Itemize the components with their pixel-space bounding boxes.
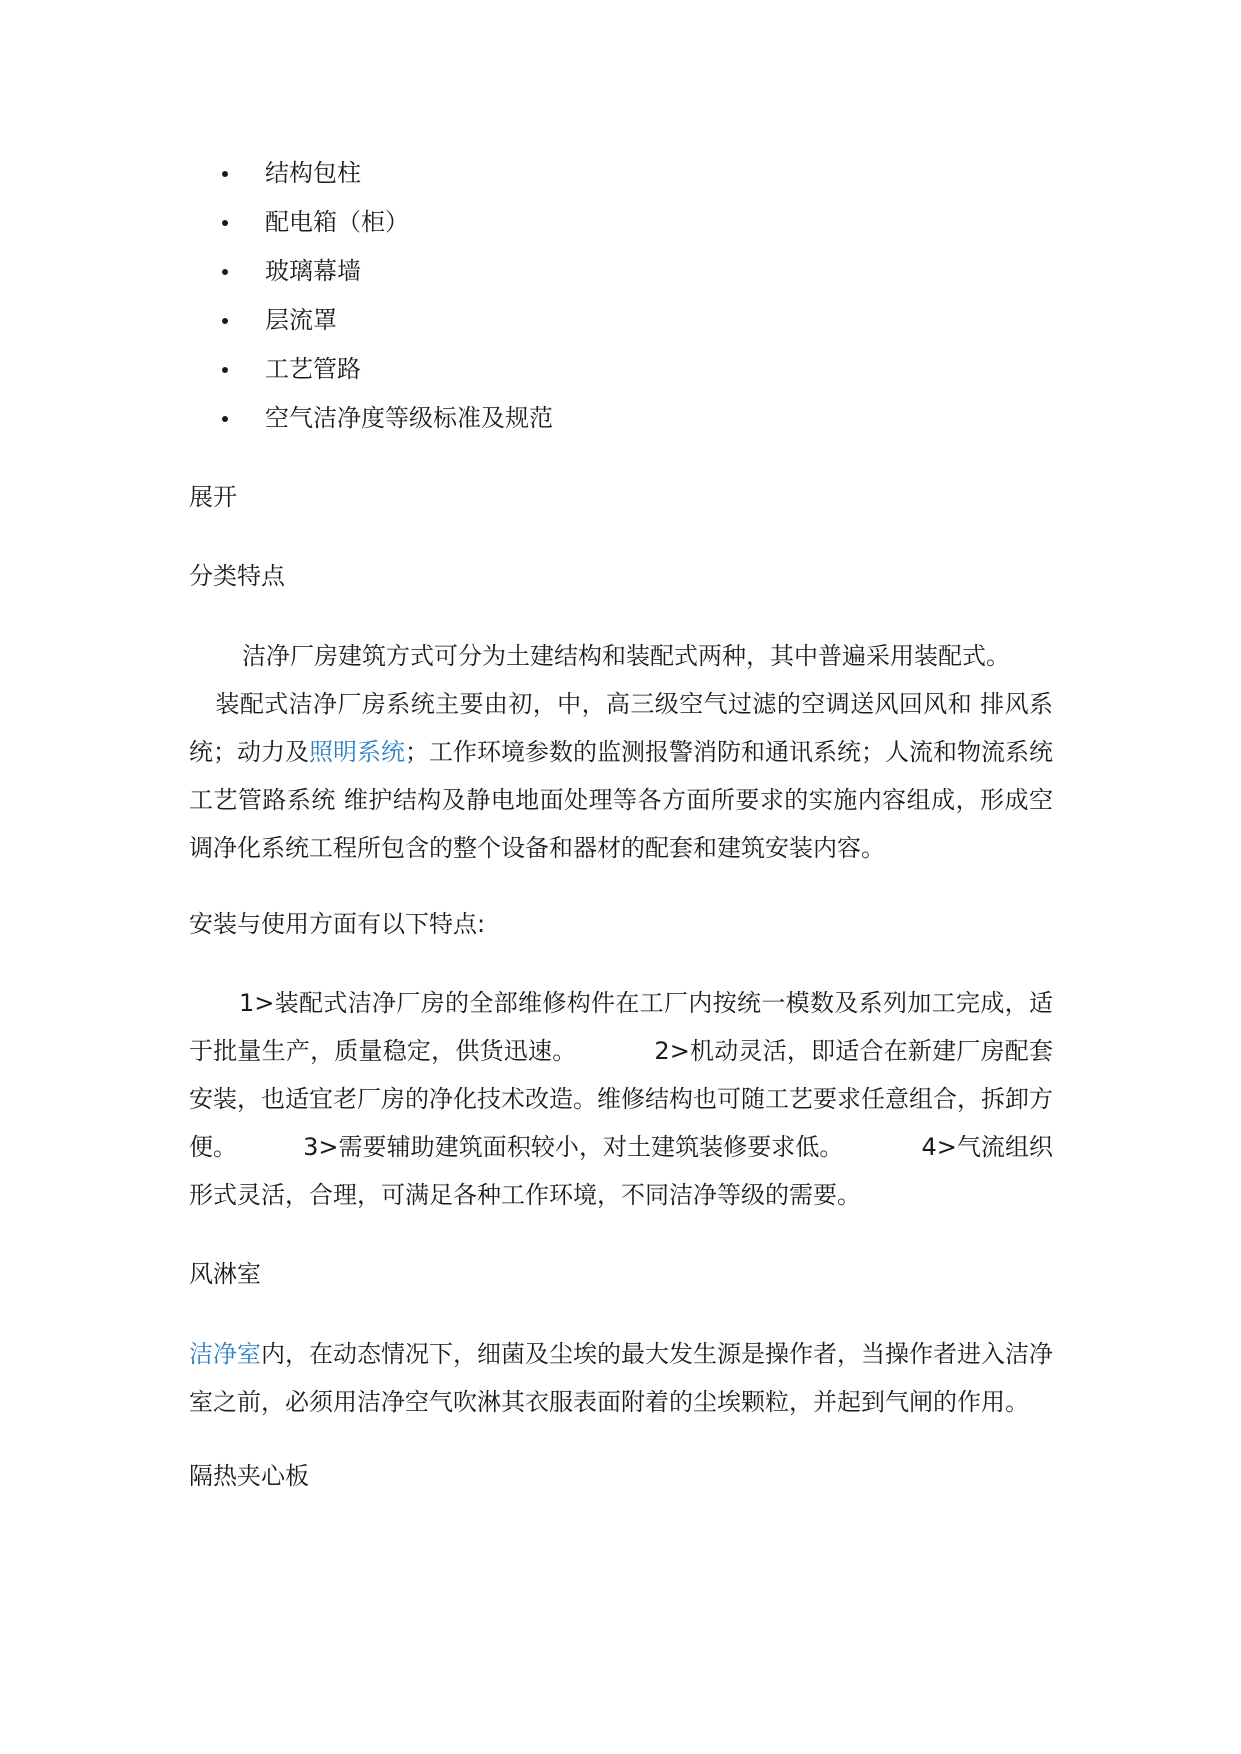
list-item (222, 253, 553, 302)
bullet-icon (222, 367, 228, 373)
list-item (222, 302, 553, 351)
list-item-label: 结构包柱 (265, 159, 361, 187)
clean-room-link[interactable]: 洁净室 (189, 1340, 261, 1368)
paragraph-text: ；工作环境参数的监测报警消防和通讯系统；人流和物流系统 工艺管路系统 维护结构及静电地面处理等各方面所要求的实施内容组成，形成空调净化系统工程所包含的整个设备和器材的配套和建筑安装内容。 (189, 738, 1053, 862)
feature-item-3: 3>需要辅助建筑面积较小，对土建筑装修要求低。 (303, 1133, 844, 1161)
paragraph-air-shower (189, 1330, 1053, 1426)
list-item-label: 配电箱（柜） (265, 208, 409, 236)
list-item-label: 玻璃幕墙 (265, 257, 361, 285)
bullet-list (222, 155, 553, 449)
section-title-features: 安装与使用方面有以下特点: (189, 910, 486, 938)
bullet-icon (222, 318, 228, 324)
list-item-label: 层流罩 (265, 306, 337, 334)
list-item-label: 工艺管路 (265, 355, 361, 383)
feature-item-2: 2>机动灵活，即适合在新建厂房配套安装，也适宜老厂房的净化技术改造。维修结构也可随工艺要求任意组合，拆卸方便。 (189, 1037, 1053, 1161)
feature-item-4: 4>气流组织形式灵活，合理，可满足各种工作环境，不同洁净等级的需要。 (189, 1133, 1053, 1209)
list-item-label: 空气洁净度等级标准及规范 (265, 404, 553, 432)
list-item (222, 155, 553, 204)
list-item (222, 400, 553, 449)
section-title-classification: 分类特点 (189, 562, 285, 590)
feature-item-1: 1>装配式洁净厂房的全部维修构件在工厂内按统一模数及系列加工完成，适于批量生产，质量稳定，供货迅速。 (189, 989, 1053, 1065)
paragraph-features-list (189, 979, 1053, 1219)
paragraph-system-composition (189, 680, 1053, 872)
paragraph-construction-method (189, 632, 1053, 680)
lighting-system-link[interactable]: 照明系统 (309, 738, 405, 766)
paragraph-text: 内，在动态情况下，细菌及尘埃的最大发生源是操作者，当操作者进入洁净室之前，必须用洁净空气吹淋其衣服表面附着的尘埃颗粒，并起到气闸的作用。 (189, 1340, 1053, 1416)
paragraph-text: 装配式洁净厂房系统主要由初，中，高三级空气过滤的空调送风回风和 排风系统；动力及 (189, 690, 1053, 766)
expand-label[interactable]: 展开 (189, 483, 237, 511)
paragraph-text: 洁净厂房建筑方式可分为土建结构和装配式两种，其中普遍采用装配式。 (242, 642, 1010, 670)
bullet-icon (222, 171, 228, 177)
bullet-icon (222, 416, 228, 422)
section-title-air-shower: 风淋室 (189, 1260, 261, 1288)
bullet-icon (222, 220, 228, 226)
bullet-icon (222, 269, 228, 275)
list-item (222, 351, 553, 400)
section-title-sandwich-panel: 隔热夹心板 (189, 1462, 309, 1490)
list-item (222, 204, 553, 253)
